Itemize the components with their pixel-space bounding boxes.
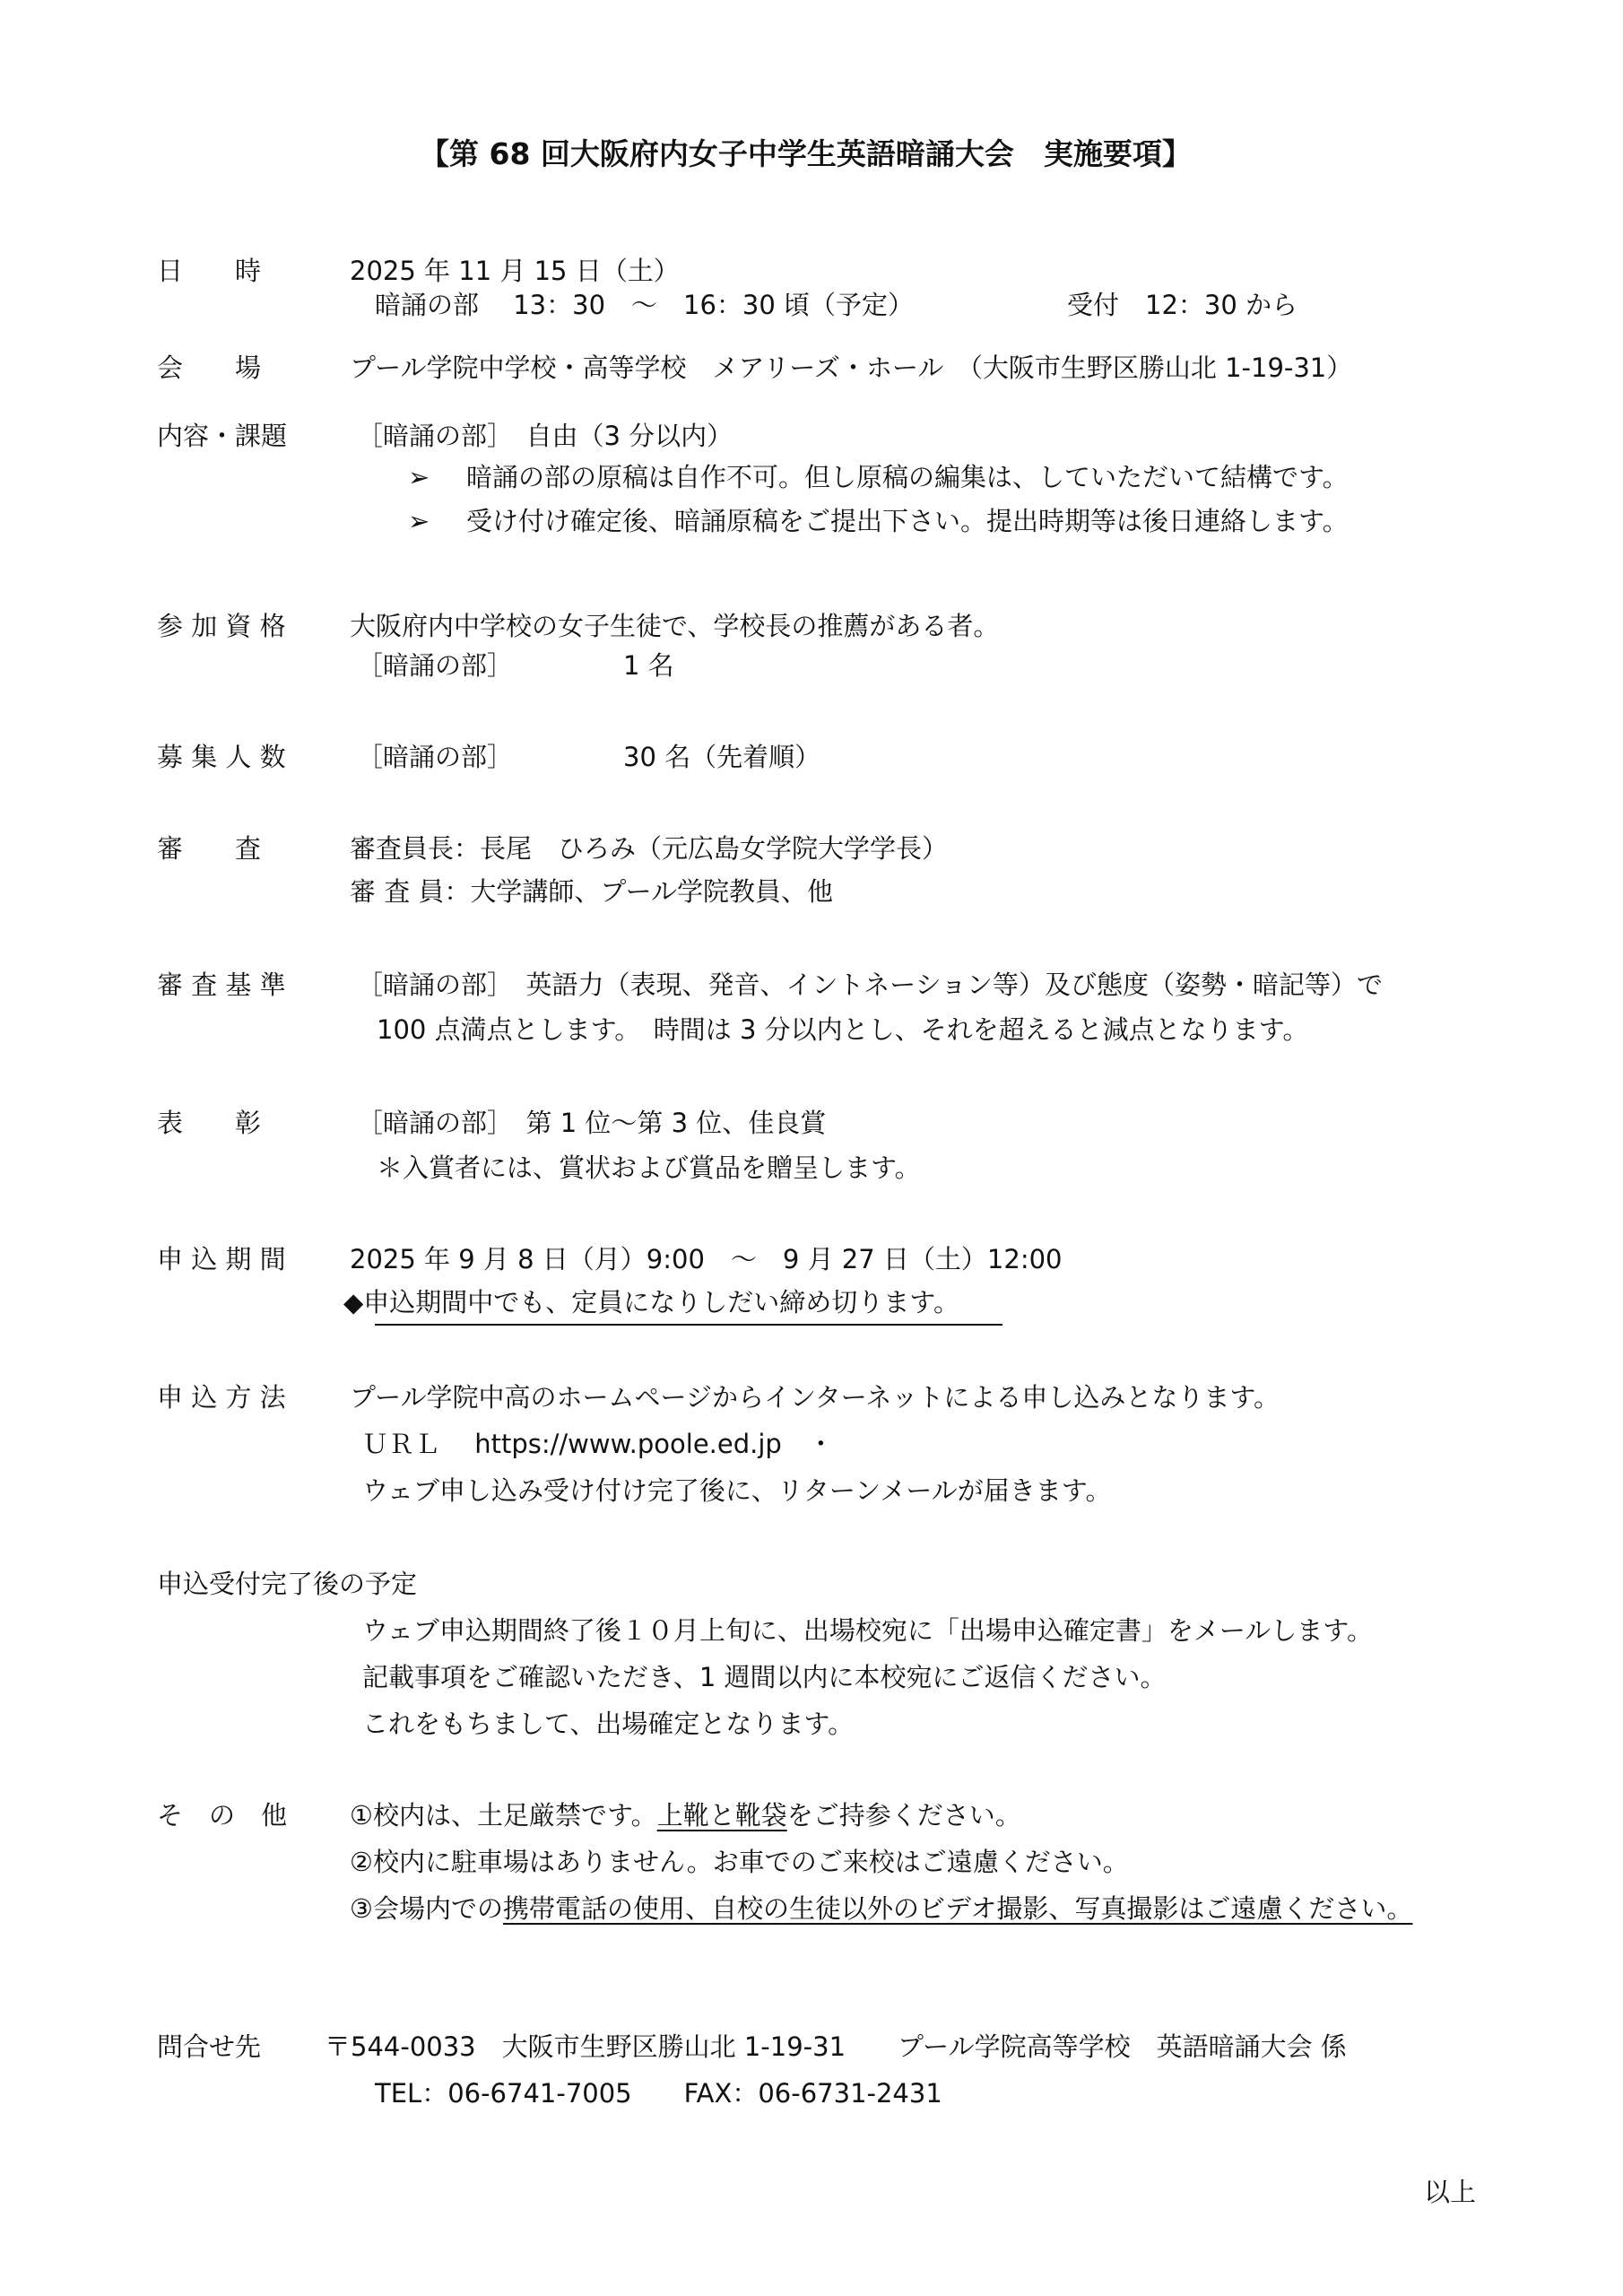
- schedule-label: 日 時: [157, 256, 262, 286]
- eligibility-value: 大阪府内中学校の女子生徒で、学校長の推薦がある者。: [350, 611, 1000, 641]
- indoor-shoes-emphasis: 上靴と靴袋: [656, 1800, 787, 1831]
- after-heading: 申込受付完了後の予定: [157, 1569, 418, 1599]
- capacity-label: 募 集 人 数: [157, 742, 286, 772]
- content-bullet-2: 受け付け確定後、暗誦原稿をご提出下さい。提出時期等は後日連絡します。: [466, 506, 1349, 536]
- venue-label: 会 場: [157, 352, 262, 383]
- other-line-3: ③会場内での携帯電話の使用、自校の生徒以外のビデオ撮影、写真撮影はご遠慮ください。: [350, 1893, 1413, 1924]
- venue-value: プール学院中学校・高等学校 メアリーズ・ホール （大阪市生野区勝山北 1-19-31）: [350, 352, 1353, 383]
- eligibility-label: 参 加 資 格: [157, 611, 286, 641]
- period-note: ◆申込期間中でも、定員になりしだい締め切ります。: [343, 1287, 959, 1318]
- after-line-1: ウェブ申込期間終了後１０月上旬に、出場校宛に「出場申込確定書」をメールします。: [362, 1615, 1373, 1646]
- method-note: ウェブ申し込み受け付け完了後に、リターンメールが届きます。: [362, 1475, 1112, 1506]
- period-note-underline: [375, 1324, 1002, 1326]
- awards-note: ＊入賞者には、賞状および賞品を贈呈します。: [377, 1152, 921, 1183]
- criteria-line-2: 100 点満点とします。 時間は 3 分以内とし、それを超えると減点となります。: [377, 1014, 1309, 1045]
- contact-address: 〒544-0033 大阪市生野区勝山北 1-19-31 プール学院高等学校 英語暗誦大会 係: [325, 2031, 1347, 2062]
- method-value: プール学院中高のホームページからインターネットによる申し込みとなります。: [350, 1382, 1280, 1413]
- content-value: ［暗誦の部］ 自由（3 分以内）: [357, 421, 733, 451]
- other-label: そ の 他: [157, 1800, 288, 1831]
- other-line-2: ②校内に駐車場はありません。お車でのご来校はご遠慮ください。: [350, 1847, 1129, 1877]
- contact-phone: TEL：06-6741-7005 FAX：06-6731-2431: [375, 2078, 942, 2109]
- content-bullet-1: 暗誦の部の原稿は自作不可。但し原稿の編集は、していただいて結構です。: [466, 462, 1349, 492]
- method-label: 申 込 方 法: [157, 1382, 286, 1413]
- capacity-value: 30 名（先着順）: [623, 742, 821, 772]
- closing-text: 以上: [1424, 2177, 1477, 2207]
- contact-label: 問合せ先: [157, 2031, 262, 2062]
- judging-chief: 審査員長：長尾 ひろみ（元広島女学院大学学長）: [350, 833, 949, 864]
- content-label: 内容・課題: [157, 421, 288, 451]
- schedule-date: 2025 年 11 月 15 日（土）: [350, 256, 680, 286]
- after-line-3: これをもちまして、出場確定となります。: [362, 1709, 855, 1739]
- after-line-2: 記載事項をご確認いただき、1 週間以内に本校宛にご返信ください。: [362, 1662, 1167, 1692]
- period-value: 2025 年 9 月 8 日（月）9:00 ～ 9 月 27 日（土）12:00: [350, 1244, 1063, 1274]
- document-title: 【第 68 回大阪府内女子中学生英語暗誦大会 実施要項】: [420, 136, 1192, 171]
- eligibility-count: 1 名: [623, 650, 674, 681]
- criteria-label: 審 査 基 準: [157, 970, 286, 1000]
- phone-video-emphasis: 携帯電話の使用、自校の生徒以外のビデオ撮影、写真撮影はご遠慮ください。: [503, 1893, 1413, 1924]
- schedule-time: 暗誦の部 13：30 ～ 16：30 頃（予定）: [375, 290, 915, 320]
- eligibility-division: ［暗誦の部］: [357, 650, 514, 681]
- bullet-marker-icon: ➢: [408, 506, 430, 536]
- period-label: 申 込 期 間: [157, 1244, 286, 1274]
- other-line-1: ①校内は、土足厳禁です。上靴と靴袋をご持参ください。: [350, 1800, 1021, 1831]
- awards-label: 表 彰: [157, 1108, 262, 1138]
- bullet-marker-icon: ➢: [408, 462, 430, 492]
- criteria-line-1: ［暗誦の部］ 英語力（表現、発音、イントネーション等）及び態度（姿勢・暗記等）で: [357, 970, 1384, 1000]
- method-url: ＵＲＬ https://www.poole.ed.jp ・: [362, 1429, 834, 1459]
- schedule-reception: 受付 12：30 から: [1067, 290, 1298, 320]
- capacity-division: ［暗誦の部］: [357, 742, 514, 772]
- judging-members: 審 査 員：大学講師、プール学院教員、他: [350, 876, 833, 907]
- judging-label: 審 査: [157, 833, 262, 864]
- awards-value: ［暗誦の部］ 第 1 位～第 3 位、佳良賞: [357, 1108, 827, 1138]
